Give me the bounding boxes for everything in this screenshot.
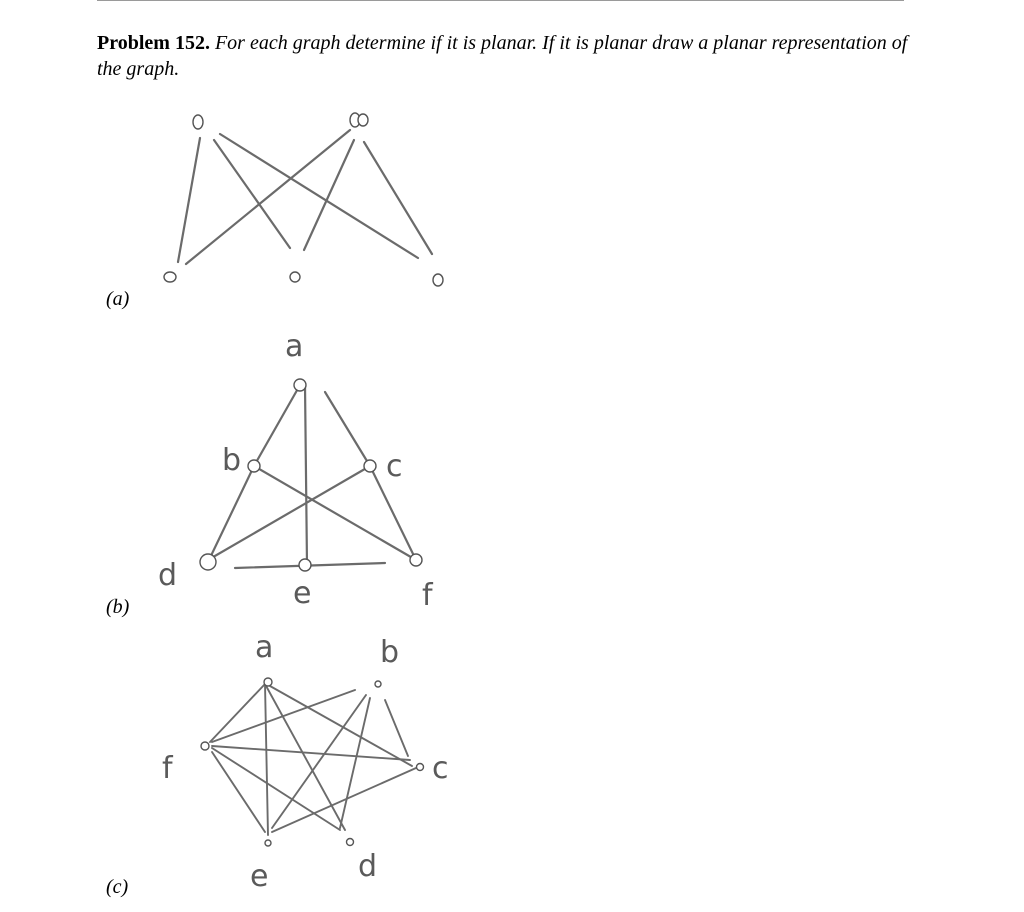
part-c-label: (c) bbox=[106, 876, 129, 898]
graph-c-vertex-d bbox=[347, 839, 354, 846]
graph-c-label-c: c bbox=[432, 751, 449, 786]
graph-b-label-c: c bbox=[386, 449, 403, 484]
graph-b-label-f: f bbox=[422, 578, 433, 613]
graph-c-vertex-b bbox=[375, 681, 381, 687]
problem-text: For each graph determine if it is planar. If it is planar draw a planar representation of the graph. bbox=[97, 32, 908, 80]
graph-c-label-b: b bbox=[380, 635, 400, 670]
part-a-label: (a) bbox=[106, 288, 130, 310]
graph-b-label-e: e bbox=[293, 576, 312, 611]
graph-c-vertex-c bbox=[417, 764, 424, 771]
part-b-label: (b) bbox=[106, 596, 130, 618]
graph-c-label-e: e bbox=[250, 859, 269, 894]
graph-c-edge-bc bbox=[385, 700, 408, 756]
graph-c-label-f: f bbox=[162, 751, 173, 786]
graph-c-vertex-a bbox=[264, 678, 272, 686]
graph-c-vertex-e bbox=[265, 840, 271, 846]
graph-b-label-b: b bbox=[222, 443, 242, 478]
graph-c-edge-ae bbox=[265, 684, 268, 835]
graph-c-edge-ac bbox=[270, 686, 412, 766]
graph-c-label-a: a bbox=[255, 630, 274, 665]
graph-c-vertex-f bbox=[201, 742, 209, 750]
graph-c-edge-bd bbox=[340, 698, 370, 828]
graph-b-label-d: d bbox=[158, 558, 178, 593]
graph-c-label-d: d bbox=[358, 849, 378, 884]
graph-b-label-a: a bbox=[285, 329, 304, 364]
problem-number: Problem 152. bbox=[97, 32, 210, 54]
